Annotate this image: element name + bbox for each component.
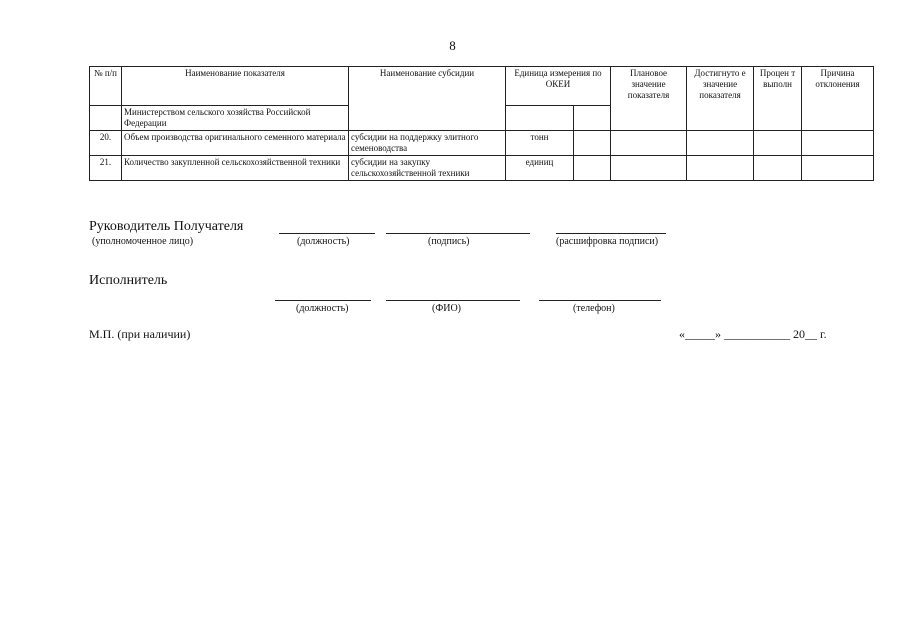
date-line: «_____» ___________ 20__ г. (679, 327, 827, 341)
cell-unit: тонн (506, 131, 574, 156)
executor-position-line (275, 300, 371, 301)
report-table (89, 66, 874, 181)
header-num: № п/п (90, 67, 122, 106)
fio-line (386, 300, 520, 301)
executor-position-label: (должность) (296, 303, 349, 314)
cell-percent (754, 131, 802, 156)
cell-planned (611, 156, 687, 181)
cell-num: 20. (90, 131, 122, 156)
cell-achieved (687, 156, 754, 181)
table-header-row (90, 67, 874, 106)
header-subsidy: Наименование субсидии (349, 67, 506, 131)
header-indicator: Наименование показателя (122, 67, 349, 106)
table-row (90, 131, 874, 156)
cell-unit (506, 106, 574, 131)
signature-line (386, 233, 530, 234)
header-planned: Плановое значение показателя (611, 67, 687, 131)
cell-num: 21. (90, 156, 122, 181)
cell-achieved (687, 131, 754, 156)
cell-indicator: Количество закупленной сельскохозяйственной техники (122, 156, 349, 181)
stamp-label: М.П. (при наличии) (89, 327, 191, 341)
cell-indicator: Объем производства оригинального семенного материала (122, 131, 349, 156)
decoding-label: (расшифровка подписи) (556, 236, 659, 247)
head-title: Руководитель Получателя (89, 219, 244, 234)
phone-line (539, 300, 661, 301)
signature-label: (подпись) (428, 236, 470, 247)
cell-unit-code (574, 106, 611, 131)
decoding-line (556, 233, 666, 234)
cell-reason (802, 131, 874, 156)
header-reason: Причина отклонения (802, 67, 874, 131)
position-label: (должность) (297, 236, 350, 247)
header-unit: Единица измерения по ОКЕИ (506, 67, 611, 106)
cell-planned (611, 131, 687, 156)
phone-label: (телефон) (573, 303, 615, 314)
position-line (279, 233, 375, 234)
cell-reason (802, 156, 874, 181)
cell-unit: единиц (506, 156, 574, 181)
cell-subsidy: субсидии на закупку сельскохозяйственной техники (349, 156, 506, 181)
head-subtitle: (уполномоченное лицо) (92, 236, 194, 247)
header-percent: Процен т выполн (754, 67, 802, 131)
cell-percent (754, 156, 802, 181)
cell-unit-code (574, 131, 611, 156)
cell-num (90, 106, 122, 131)
cell-indicator: Министерством сельского хозяйства Российской Федерации (122, 106, 349, 131)
cell-subsidy: субсидии на поддержку элитного семеноводства (349, 131, 506, 156)
executor-title: Исполнитель (89, 273, 168, 288)
page-number: 8 (449, 38, 456, 53)
table-row (90, 156, 874, 181)
cell-unit-code (574, 156, 611, 181)
header-achieved: Достигнуто е значение показателя (687, 67, 754, 131)
fio-label: (ФИО) (432, 303, 462, 314)
